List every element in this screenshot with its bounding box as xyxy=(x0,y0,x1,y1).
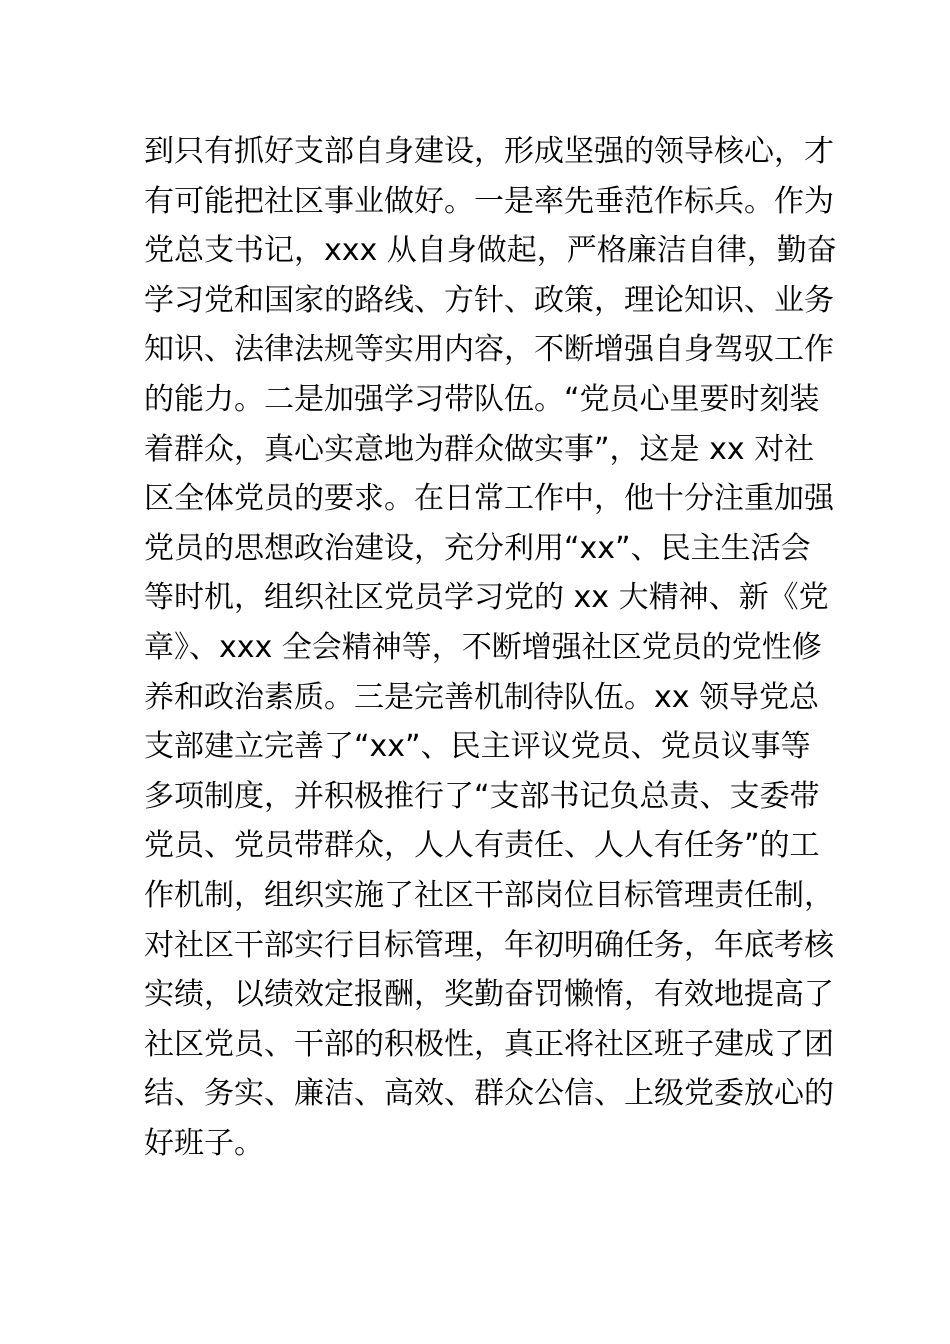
text-line: 结、务实、廉洁、高效、群众公信、上级党委放心的 xyxy=(144,1076,834,1112)
text-line: 支部建立完善了“xx”、民主评议党员、党员议事等 xyxy=(144,729,811,765)
text-line: 学习党和国家的路线、方针、政策，理论知识、业务 xyxy=(144,282,834,318)
text-line: 党总支书记，xxx 从自身做起，严格廉洁自律，勤奋 xyxy=(144,233,837,269)
text-line: 实绩，以绩效定报酬，奖勤奋罚懒惰，有效地提高了 xyxy=(144,977,834,1013)
text-line: 章》、xxx 全会精神等，不断增强社区党员的党性修 xyxy=(144,629,822,665)
text-line: 有可能把社区事业做好。一是率先垂范作标兵。作为 xyxy=(144,183,834,219)
text-line: 到只有抓好支部自身建设，形成坚强的领导核心，才 xyxy=(144,134,834,169)
text-line: 对社区干部实行目标管理，年初明确任务，年底考核 xyxy=(144,927,834,963)
text-line: 等时机，组织社区党员学习党的 xx 大精神、新《党 xyxy=(144,580,829,616)
text-line: 养和政治素质。三是完善机制待队伍。xx 领导党总 xyxy=(144,679,820,715)
text-line: 好班子。 xyxy=(144,1125,264,1161)
text-line: 区全体党员的要求。在日常工作中，他十分注重加强 xyxy=(144,481,834,517)
text-line: 知识、法律法规等实用内容，不断增强自身驾驭工作 xyxy=(144,332,834,368)
body-paragraph xyxy=(144,127,837,1168)
text-line: 的能力。二是加强学习带队伍。“党员心里要时刻装 xyxy=(144,381,820,417)
text-line: 多项制度，并积极推行了“支部书记负总责、支委带 xyxy=(144,778,820,814)
text-line: 着群众，真心实意地为群众做实事”，这是 xx 对社 xyxy=(144,431,815,467)
text-line: 党员的思想政治建设，充分利用“xx”、民主生活会 xyxy=(144,530,811,566)
text-line: 作机制，组织实施了社区干部岗位目标管理责任制， xyxy=(144,877,834,913)
text-line: 社区党员、干部的积极性，真正将社区班子建成了团 xyxy=(144,1026,834,1062)
text-line: 党员、党员带群众，人人有责任、人人有任务”的工 xyxy=(144,828,820,864)
